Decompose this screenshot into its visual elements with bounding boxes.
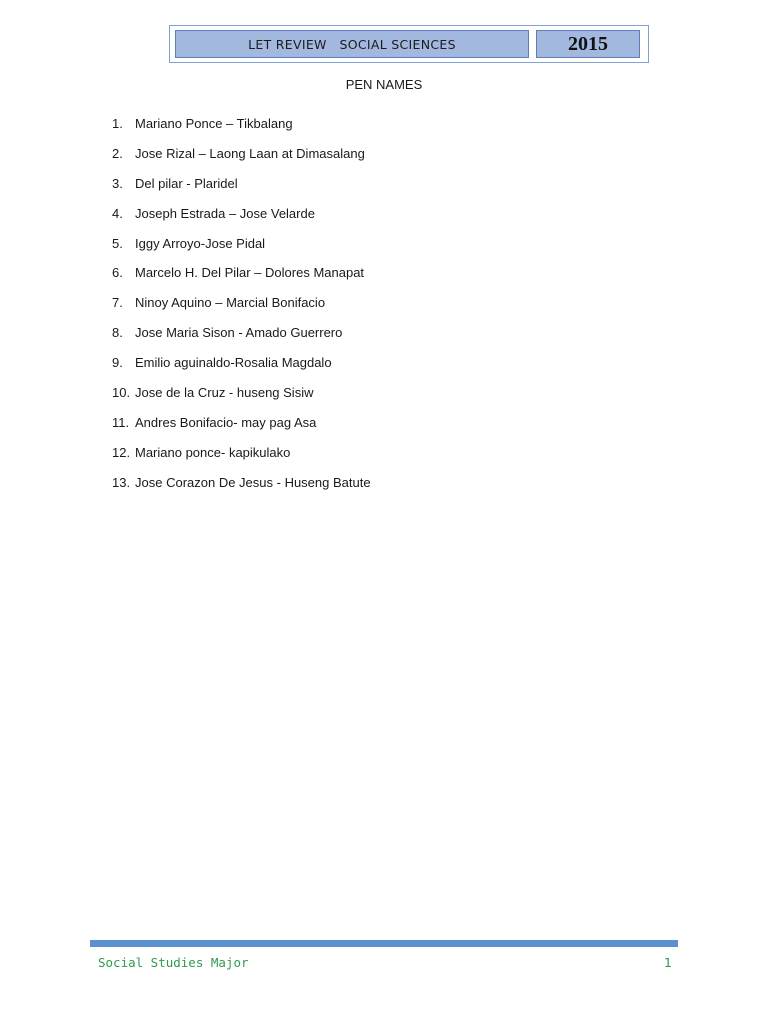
list-item-number: 1. [112, 116, 123, 131]
list-item-number: 6. [112, 265, 123, 281]
list-item-text: Del pilar - Plaridel [135, 175, 238, 191]
list-item-number: 9. [112, 355, 123, 371]
list-item-text: Mariano Ponce – Tikbalang [135, 116, 293, 131]
list-item [112, 263, 371, 293]
list-item-text: Jose Maria Sison - Amado Guerrero [135, 325, 343, 341]
list-item-text: Emilio aguinaldo-Rosalia Magdalo [135, 355, 332, 371]
list-item [112, 144, 371, 174]
list-item-text: Marcelo H. Del Pilar – Dolores Manapat [135, 265, 365, 281]
list-item-text: Mariano ponce- kapikulako [135, 444, 291, 460]
list-item-number: 7. [112, 295, 123, 311]
list-item-text: Andres Bonifacio- may pag Asa [135, 414, 317, 430]
list-item-number: 12. [112, 444, 131, 460]
footer-divider [90, 940, 678, 947]
list-item-text: Jose Rizal – Laong Laan at Dimasalang [135, 145, 365, 161]
list-item [112, 353, 371, 383]
header-year: 2015 [536, 30, 640, 58]
list-item-number: 11. [112, 414, 130, 430]
list-item [112, 473, 371, 503]
list-item-text: Joseph Estrada – Jose Velarde [135, 205, 315, 221]
list-item-number: 3. [112, 175, 123, 191]
list-item [112, 413, 371, 443]
section-title: PEN NAMES [345, 77, 423, 92]
list-item [112, 204, 371, 234]
list-item [112, 443, 371, 473]
list-item-number: 8. [112, 325, 123, 341]
list-item [112, 174, 371, 204]
list-item-text: Iggy Arroyo-Jose Pidal [135, 235, 266, 251]
list-item-text: Jose Corazon De Jesus - Huseng Batute [135, 474, 371, 490]
list-item-number: 10. [112, 385, 131, 401]
list-item [112, 323, 371, 353]
list-item-number: 5. [112, 235, 123, 251]
list-item-number: 2. [112, 145, 123, 161]
list-item [112, 234, 371, 264]
list-item [112, 293, 371, 323]
list-item-number: 4. [112, 205, 123, 221]
list-item [112, 114, 371, 144]
list-item-text: Ninoy Aquino – Marcial Bonifacio [135, 295, 326, 311]
list-item-number: 13. [112, 474, 131, 490]
header-title: LET REVIEW SOCIAL SCIENCES [175, 30, 529, 58]
pen-names-list [112, 114, 371, 503]
list-item [112, 383, 371, 413]
footer-label: Social Studies Major [98, 955, 249, 970]
page-number: 1 [664, 955, 672, 970]
list-item-text: Jose de la Cruz - huseng Sisiw [135, 385, 314, 401]
